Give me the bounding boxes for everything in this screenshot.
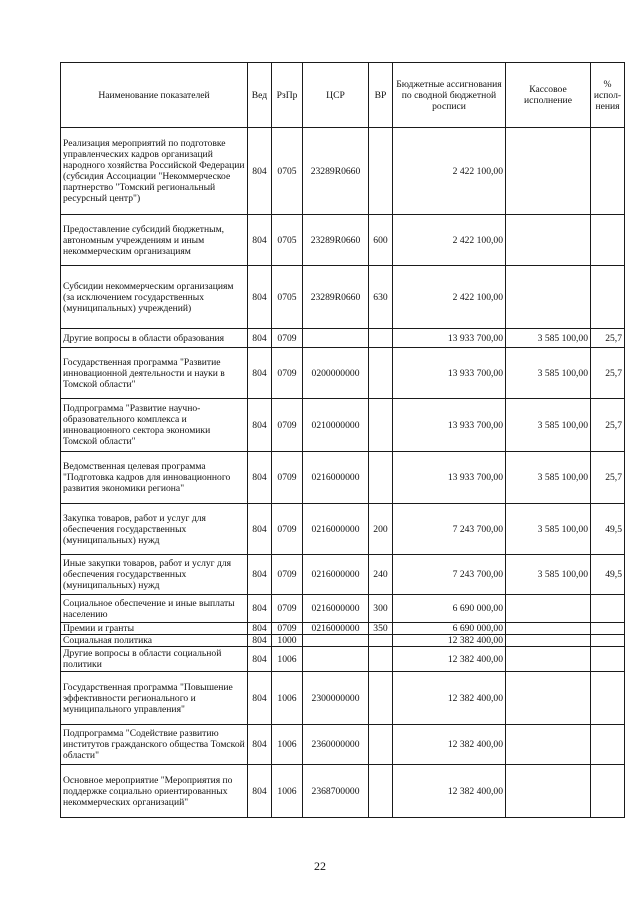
table-row xyxy=(61,128,625,215)
cell-rzpr: 0705 xyxy=(272,128,303,215)
cell-name: Ведомственная целевая программа "Подготовка кадров для инновационного развития экономики региона" xyxy=(61,452,248,504)
cell-rzpr: 0705 xyxy=(272,215,303,266)
cell-budget-assignment: 12 382 400,00 xyxy=(393,647,506,672)
cell-cash-execution: 3 585 100,00 xyxy=(506,452,591,504)
cell-rzpr: 0709 xyxy=(272,452,303,504)
cell-name: Подпрограмма "Развитие научно-образовательного комплекса и инновационного сектора экономики Томской области" xyxy=(61,399,248,452)
cell-cash-execution: 3 585 100,00 xyxy=(506,399,591,452)
cell-rzpr: 0709 xyxy=(272,595,303,623)
table-row xyxy=(61,647,625,672)
cell-csr: 23289R0660 xyxy=(303,215,369,266)
table-row xyxy=(61,725,625,765)
cell-vr xyxy=(369,765,393,818)
cell-csr: 2300000000 xyxy=(303,672,369,725)
cell-ved: 804 xyxy=(248,765,272,818)
table-row xyxy=(61,765,625,818)
cell-cash-execution xyxy=(506,672,591,725)
cell-rzpr: 0705 xyxy=(272,266,303,329)
cell-budget-assignment: 12 382 400,00 xyxy=(393,725,506,765)
cell-cash-execution xyxy=(506,595,591,623)
table-row xyxy=(61,555,625,595)
cell-csr xyxy=(303,647,369,672)
cell-cash-execution xyxy=(506,266,591,329)
cell-csr: 0216000000 xyxy=(303,555,369,595)
cell-vr xyxy=(369,329,393,348)
cell-name: Социальное обеспечение и иные выплаты населению xyxy=(61,595,248,623)
cell-ved: 804 xyxy=(248,672,272,725)
cell-execution-percent xyxy=(591,128,625,215)
cell-name: Государственная программа "Повышение эффективности регионального и муниципального управления" xyxy=(61,672,248,725)
cell-budget-assignment: 13 933 700,00 xyxy=(393,329,506,348)
header-execution-percent: % испол-нения xyxy=(591,63,625,128)
cell-execution-percent xyxy=(591,725,625,765)
budget-execution-table xyxy=(60,62,625,818)
page-number: 22 xyxy=(314,859,326,873)
cell-execution-percent: 25,7 xyxy=(591,399,625,452)
cell-vr xyxy=(369,725,393,765)
cell-rzpr: 1006 xyxy=(272,672,303,725)
cell-ved: 804 xyxy=(248,635,272,647)
cell-budget-assignment: 6 690 000,00 xyxy=(393,623,506,635)
cell-vr xyxy=(369,452,393,504)
table-row xyxy=(61,595,625,623)
cell-ved: 804 xyxy=(248,215,272,266)
cell-rzpr: 1006 xyxy=(272,765,303,818)
header-budget-assignments: Бюджетные ассигнования по сводной бюджетной росписи xyxy=(393,63,506,128)
cell-name: Субсидии некоммерческим организациям (за исключением государственных (муниципальных) учреждений) xyxy=(61,266,248,329)
cell-vr xyxy=(369,128,393,215)
cell-csr: 0216000000 xyxy=(303,504,369,555)
cell-vr xyxy=(369,672,393,725)
cell-vr xyxy=(369,348,393,399)
cell-budget-assignment: 12 382 400,00 xyxy=(393,765,506,818)
cell-rzpr: 0709 xyxy=(272,504,303,555)
cell-execution-percent xyxy=(591,635,625,647)
table-header-row xyxy=(61,63,625,128)
table-row xyxy=(61,215,625,266)
cell-name: Основное мероприятие "Мероприятия по поддержке социально ориентированных некоммерческих организаций" xyxy=(61,765,248,818)
cell-vr: 350 xyxy=(369,623,393,635)
cell-rzpr: 0709 xyxy=(272,623,303,635)
table-row xyxy=(61,504,625,555)
header-rzpr: РзПр xyxy=(272,63,303,128)
cell-execution-percent: 25,7 xyxy=(591,329,625,348)
cell-ved: 804 xyxy=(248,725,272,765)
cell-budget-assignment: 2 422 100,00 xyxy=(393,266,506,329)
cell-name: Закупка товаров, работ и услуг для обеспечения государственных (муниципальных) нужд xyxy=(61,504,248,555)
cell-ved: 804 xyxy=(248,399,272,452)
cell-execution-percent xyxy=(591,266,625,329)
cell-budget-assignment: 7 243 700,00 xyxy=(393,504,506,555)
cell-execution-percent: 49,5 xyxy=(591,555,625,595)
cell-vr xyxy=(369,647,393,672)
cell-csr: 0210000000 xyxy=(303,399,369,452)
cell-csr xyxy=(303,329,369,348)
cell-csr: 0216000000 xyxy=(303,623,369,635)
cell-csr: 23289R0660 xyxy=(303,128,369,215)
cell-rzpr: 0709 xyxy=(272,555,303,595)
cell-execution-percent: 25,7 xyxy=(591,452,625,504)
cell-execution-percent: 49,5 xyxy=(591,504,625,555)
table-row xyxy=(61,452,625,504)
cell-cash-execution xyxy=(506,647,591,672)
table-row xyxy=(61,266,625,329)
header-vr: ВР xyxy=(369,63,393,128)
cell-cash-execution xyxy=(506,128,591,215)
header-csr: ЦСР xyxy=(303,63,369,128)
cell-csr xyxy=(303,635,369,647)
cell-vr: 630 xyxy=(369,266,393,329)
table-row xyxy=(61,329,625,348)
cell-csr: 2368700000 xyxy=(303,765,369,818)
header-cash-execution: Кассовое исполнение xyxy=(506,63,591,128)
cell-cash-execution xyxy=(506,623,591,635)
cell-execution-percent xyxy=(591,595,625,623)
cell-csr: 23289R0660 xyxy=(303,266,369,329)
cell-execution-percent xyxy=(591,765,625,818)
cell-rzpr: 1006 xyxy=(272,647,303,672)
cell-name: Другие вопросы в области образования xyxy=(61,329,248,348)
cell-budget-assignment: 7 243 700,00 xyxy=(393,555,506,595)
cell-execution-percent xyxy=(591,672,625,725)
cell-name: Государственная программа "Развитие инновационной деятельности и науки в Томской области" xyxy=(61,348,248,399)
cell-execution-percent xyxy=(591,647,625,672)
table-row xyxy=(61,623,625,635)
cell-cash-execution xyxy=(506,765,591,818)
cell-budget-assignment: 13 933 700,00 xyxy=(393,452,506,504)
table-row xyxy=(61,672,625,725)
cell-vr: 240 xyxy=(369,555,393,595)
cell-execution-percent xyxy=(591,623,625,635)
cell-ved: 804 xyxy=(248,329,272,348)
cell-rzpr: 0709 xyxy=(272,399,303,452)
table-row xyxy=(61,635,625,647)
table-row xyxy=(61,348,625,399)
cell-cash-execution xyxy=(506,725,591,765)
cell-ved: 804 xyxy=(248,128,272,215)
cell-ved: 804 xyxy=(248,555,272,595)
table-row xyxy=(61,399,625,452)
cell-budget-assignment: 13 933 700,00 xyxy=(393,348,506,399)
cell-csr: 0216000000 xyxy=(303,595,369,623)
cell-vr: 600 xyxy=(369,215,393,266)
cell-budget-assignment: 12 382 400,00 xyxy=(393,672,506,725)
cell-name: Иные закупки товаров, работ и услуг для обеспечения государственных (муниципальных) нужд xyxy=(61,555,248,595)
cell-budget-assignment: 2 422 100,00 xyxy=(393,128,506,215)
cell-execution-percent xyxy=(591,215,625,266)
cell-vr xyxy=(369,399,393,452)
cell-vr xyxy=(369,635,393,647)
cell-ved: 804 xyxy=(248,647,272,672)
cell-name: Реализация мероприятий по подготовке управленческих кадров организаций народного хозяйства Российской Федерации (субсидия Ассоциации "Некоммерческое партнерство "Томский региональный ресурсный центр") xyxy=(61,128,248,215)
cell-rzpr: 0709 xyxy=(272,348,303,399)
cell-cash-execution xyxy=(506,635,591,647)
header-ved: Вед xyxy=(248,63,272,128)
cell-cash-execution xyxy=(506,215,591,266)
cell-budget-assignment: 6 690 000,00 xyxy=(393,595,506,623)
cell-cash-execution: 3 585 100,00 xyxy=(506,348,591,399)
cell-ved: 804 xyxy=(248,348,272,399)
cell-rzpr: 1000 xyxy=(272,635,303,647)
cell-ved: 804 xyxy=(248,623,272,635)
cell-name: Предоставление субсидий бюджетным, автономным учреждениям и иным некоммерческим организациям xyxy=(61,215,248,266)
cell-cash-execution: 3 585 100,00 xyxy=(506,504,591,555)
cell-csr: 0200000000 xyxy=(303,348,369,399)
cell-rzpr: 0709 xyxy=(272,329,303,348)
cell-vr: 200 xyxy=(369,504,393,555)
cell-budget-assignment: 12 382 400,00 xyxy=(393,635,506,647)
cell-execution-percent: 25,7 xyxy=(591,348,625,399)
cell-vr: 300 xyxy=(369,595,393,623)
cell-cash-execution: 3 585 100,00 xyxy=(506,329,591,348)
cell-ved: 804 xyxy=(248,452,272,504)
cell-name: Социальная политика xyxy=(61,635,248,647)
cell-ved: 804 xyxy=(248,504,272,555)
cell-cash-execution: 3 585 100,00 xyxy=(506,555,591,595)
header-name: Наименование показателей xyxy=(61,63,248,128)
cell-name: Другие вопросы в области социальной политики xyxy=(61,647,248,672)
cell-budget-assignment: 2 422 100,00 xyxy=(393,215,506,266)
cell-name: Подпрограмма "Содействие развитию институтов гражданского общества Томской области" xyxy=(61,725,248,765)
cell-name: Премии и гранты xyxy=(61,623,248,635)
cell-csr: 0216000000 xyxy=(303,452,369,504)
cell-budget-assignment: 13 933 700,00 xyxy=(393,399,506,452)
cell-ved: 804 xyxy=(248,595,272,623)
cell-rzpr: 1006 xyxy=(272,725,303,765)
cell-ved: 804 xyxy=(248,266,272,329)
cell-csr: 2360000000 xyxy=(303,725,369,765)
